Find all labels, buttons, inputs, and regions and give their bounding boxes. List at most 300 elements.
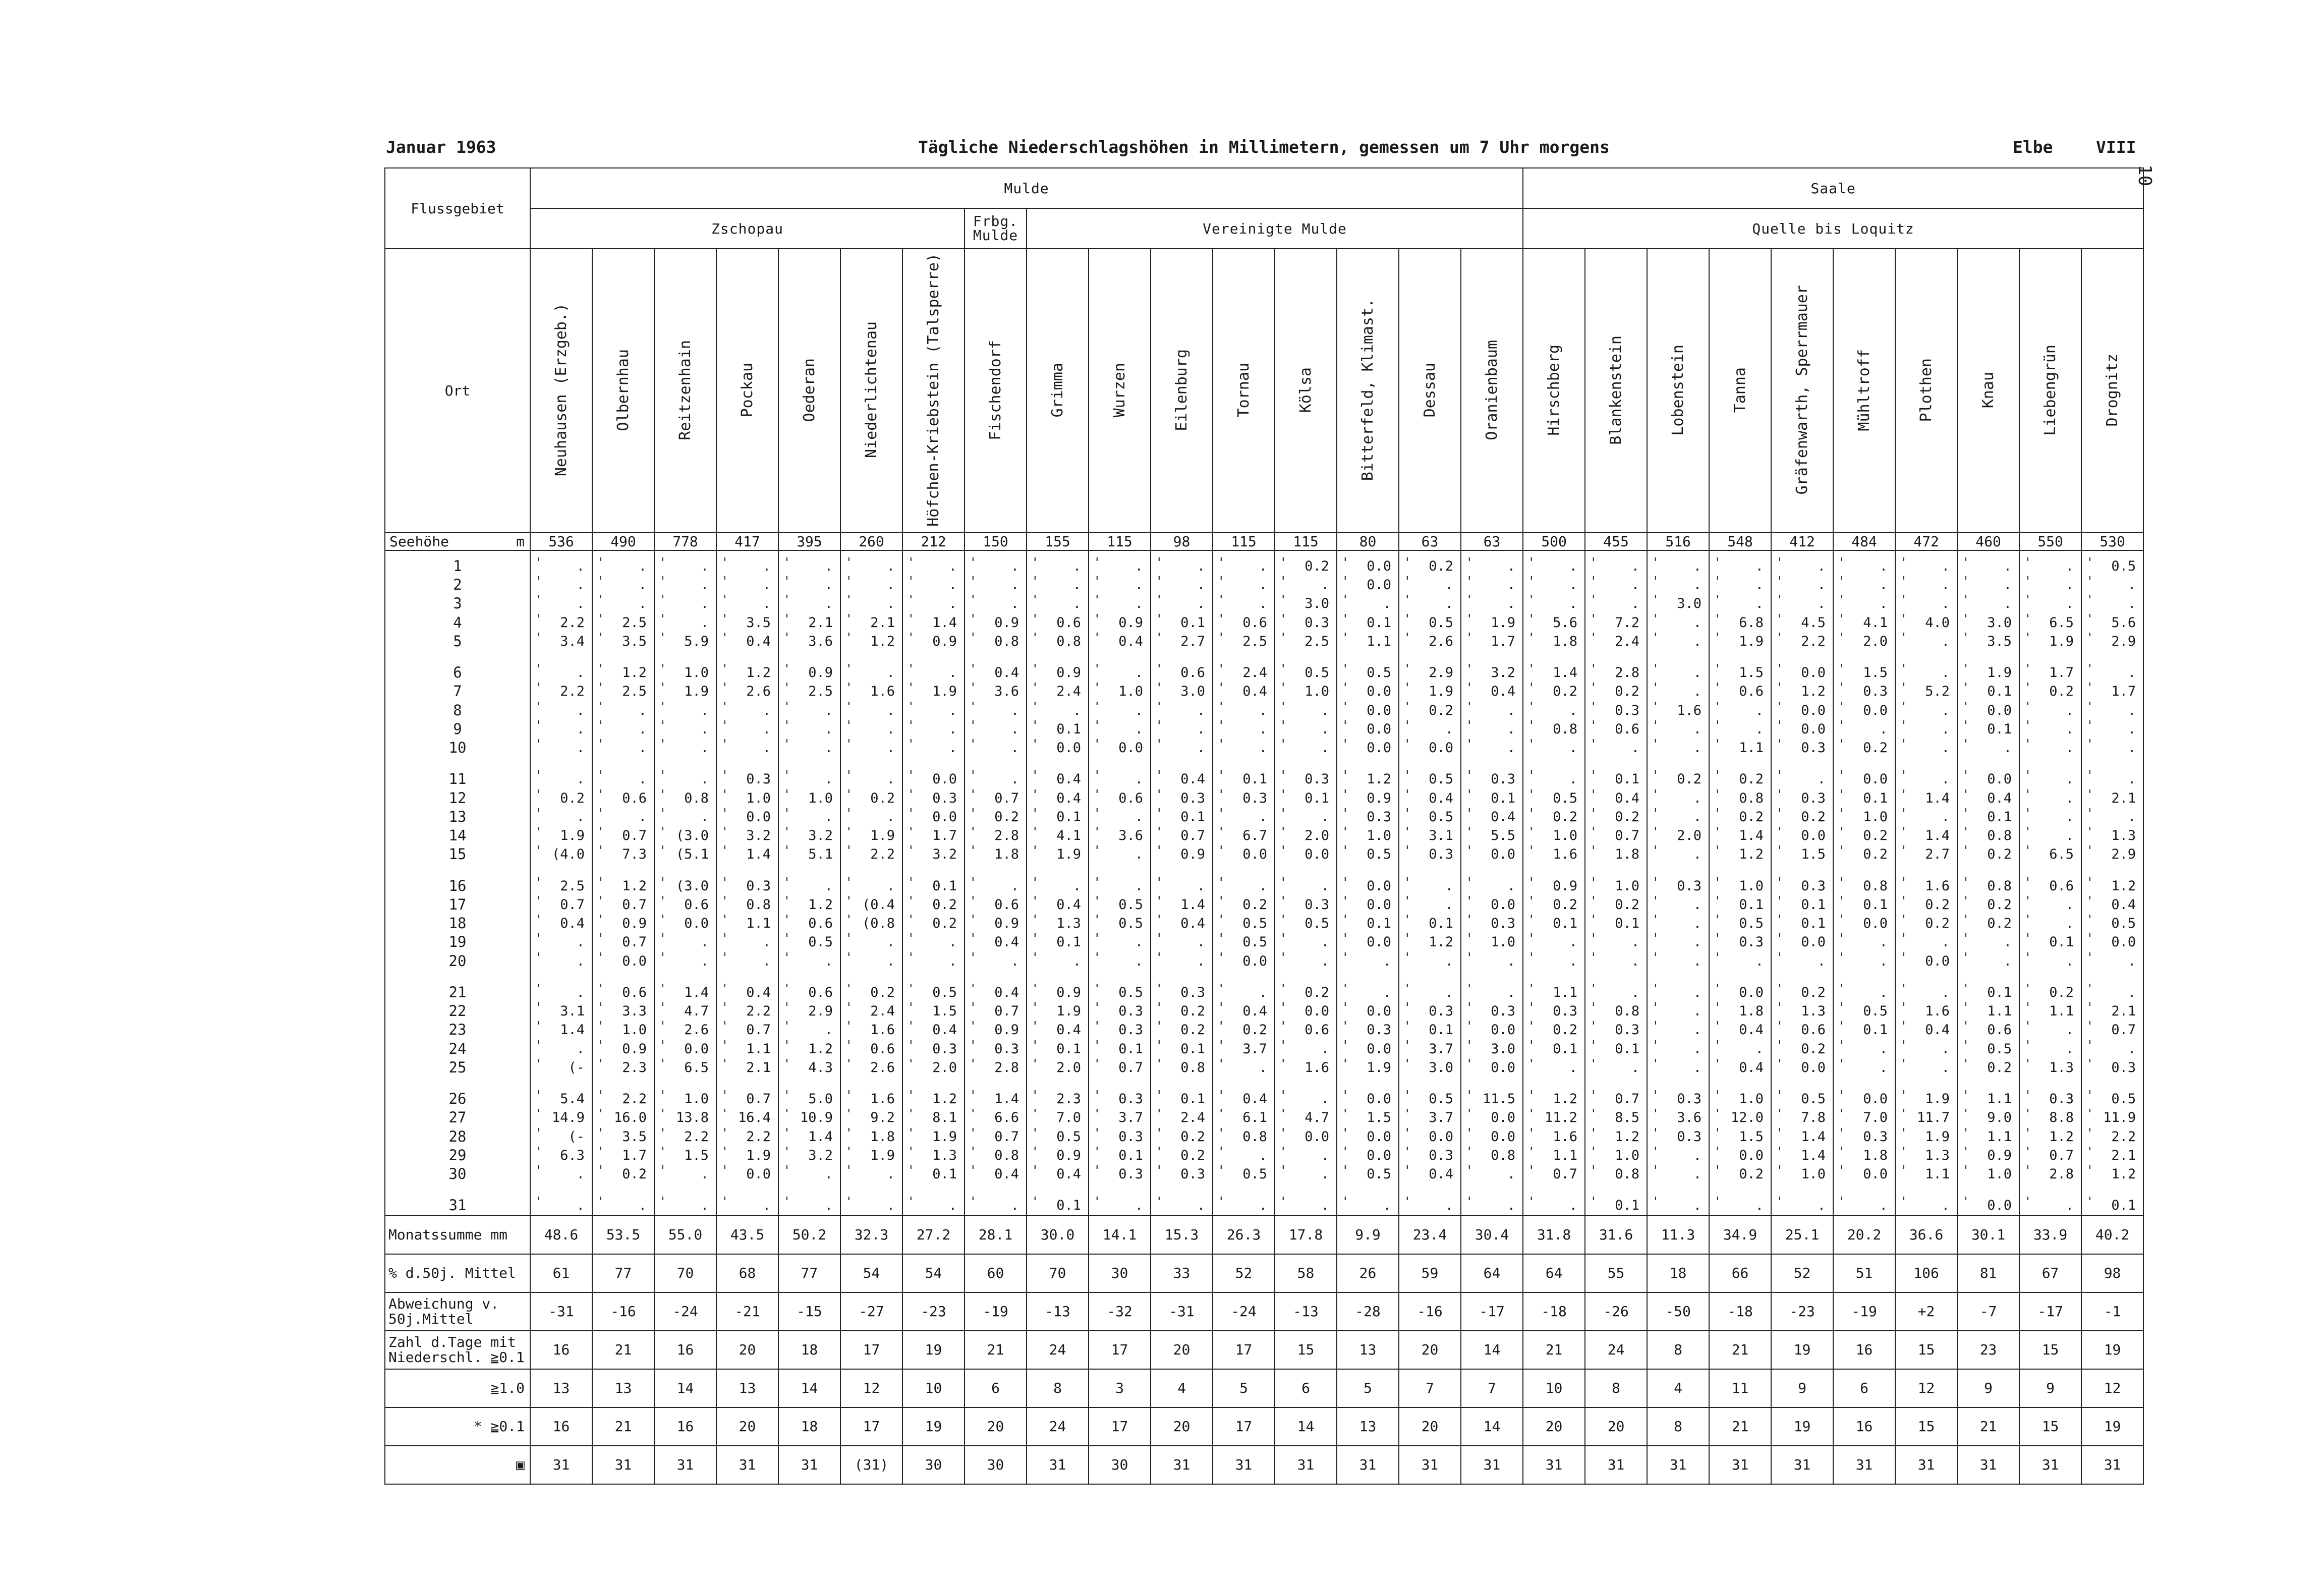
deviation-cell: -27 — [840, 1292, 902, 1331]
daily-value: ' . — [717, 739, 778, 757]
daily-value: ' 1.0 — [1461, 933, 1522, 951]
daily-value: ' 0.3 — [717, 770, 778, 788]
days-star-cell: 16 — [1833, 1407, 1895, 1446]
daily-value: ' 0.3 — [1151, 983, 1212, 1002]
daily-value: ' 0.5 — [2082, 914, 2143, 933]
days-star-cell: 20 — [1399, 1407, 1461, 1446]
deviation-cell: -13 — [1275, 1292, 1337, 1331]
subgroup-zschopau: Zschopau — [530, 208, 965, 249]
station-header-cell — [1461, 249, 1523, 533]
daily-value: ' . — [1958, 594, 2019, 613]
daily-value: ' . — [1648, 1165, 1709, 1183]
daily-value: ' 1.0 — [1710, 1090, 1771, 1108]
daily-value: ' 2.1 — [717, 1058, 778, 1077]
daily-value: ' . — [1772, 557, 1833, 576]
deviation-cell: +2 — [1895, 1292, 1957, 1331]
daily-value: ' . — [1585, 983, 1647, 1002]
daily-value: ' 0.5 — [1399, 1090, 1460, 1108]
daily-value: ' 3.7 — [1213, 1040, 1274, 1058]
station-elevation: 395 — [778, 533, 840, 550]
daily-value: ' 0.3 — [1213, 789, 1274, 808]
station-elevation: 98 — [1151, 533, 1213, 550]
daily-value: ' 3.7 — [1089, 1108, 1150, 1127]
daily-value: ' . — [841, 1196, 902, 1215]
days-box-cell: 31 — [1213, 1446, 1275, 1484]
station-name: Höfchen-Kriebstein (Talsperre) — [924, 253, 942, 527]
daily-value: ' . — [717, 952, 778, 971]
days-ge01-cell: 24 — [1585, 1331, 1647, 1369]
station-name: Wurzen — [1110, 362, 1128, 418]
daily-value: ' 0.4 — [965, 983, 1026, 1002]
daily-value: ' 0.2 — [1399, 557, 1460, 576]
daily-value: ' 0.0 — [1772, 1058, 1833, 1077]
daily-value: ' 0.2 — [531, 789, 592, 808]
daily-value: ' . — [779, 701, 840, 720]
daily-value: ' 0.3 — [1461, 770, 1522, 788]
day-number: 3 — [453, 595, 462, 612]
days-ge10-cell: 10 — [1523, 1369, 1585, 1407]
daily-value: ' 0.3 — [1834, 682, 1895, 701]
daily-value: ' 0.4 — [1585, 789, 1647, 808]
daily-value: ' 1.3 — [903, 1146, 964, 1165]
pct-mean-cell: 64 — [1523, 1254, 1585, 1292]
daily-value: ' 1.7 — [2082, 682, 2143, 701]
daily-value: ' 0.0 — [655, 1040, 716, 1058]
daily-value: ' 1.0 — [1523, 826, 1584, 845]
daily-value: ' 0.5 — [1337, 845, 1398, 864]
daily-value: ' (0.8 — [841, 914, 902, 933]
daily-value: ' 2.6 — [1399, 632, 1460, 651]
station-elevation: 412 — [1771, 533, 1833, 550]
daily-value: ' 0.3 — [1772, 739, 1833, 757]
daily-value: ' 0.8 — [1710, 789, 1771, 808]
daily-value: ' 1.6 — [1896, 1002, 1957, 1021]
daily-value: ' 5.6 — [1523, 613, 1584, 632]
daily-value: ' . — [1089, 576, 1150, 594]
daily-value: ' 0.1 — [1027, 933, 1088, 951]
days-box-cell: 31 — [1027, 1446, 1089, 1484]
daily-value: ' (3.0 — [655, 877, 716, 895]
daily-value: ' . — [2020, 701, 2081, 720]
station-name: Drognitz — [2103, 353, 2121, 427]
daily-value: ' 0.4 — [1151, 770, 1212, 788]
daily-value: ' 6.5 — [2020, 613, 2081, 632]
daily-value: ' 2.9 — [2082, 632, 2143, 651]
daily-value: ' . — [1089, 952, 1150, 971]
daily-value: ' 2.2 — [2082, 1127, 2143, 1146]
days-star-cell: 20 — [1585, 1407, 1647, 1446]
monthly-sum-cell: 28.1 — [965, 1216, 1027, 1254]
daily-value: ' . — [1585, 576, 1647, 594]
daily-value: ' . — [1461, 720, 1522, 739]
days-star-cell: 20 — [965, 1407, 1027, 1446]
daily-value: ' 0.2 — [1710, 808, 1771, 826]
daily-value: ' 1.9 — [1710, 632, 1771, 651]
daily-value: ' 0.1 — [1585, 1196, 1647, 1215]
station-daily-column — [1771, 550, 1833, 1216]
daily-value: ' 0.0 — [1896, 952, 1957, 971]
deviation-cell: -32 — [1089, 1292, 1151, 1331]
daily-value: ' . — [1275, 1146, 1336, 1165]
daily-value: ' . — [1213, 1058, 1274, 1077]
daily-value: ' . — [841, 1165, 902, 1183]
daily-value: ' 2.0 — [1648, 826, 1709, 845]
daily-value: ' 7.2 — [1585, 613, 1647, 632]
pct-mean-cell: 26 — [1337, 1254, 1399, 1292]
day-number-column — [385, 550, 530, 1216]
daily-value: ' 1.4 — [1523, 663, 1584, 682]
daily-value: ' 1.1 — [1958, 1090, 2019, 1108]
daily-value: ' . — [1027, 952, 1088, 971]
station-elevation: 455 — [1585, 533, 1647, 550]
daily-value: ' 0.6 — [841, 1040, 902, 1058]
daily-value: ' 6.5 — [655, 1058, 716, 1077]
daily-value: ' . — [2020, 952, 2081, 971]
daily-value: ' 0.7 — [2020, 1146, 2081, 1165]
daily-value: ' . — [655, 701, 716, 720]
daily-value: ' . — [779, 1196, 840, 1215]
pct-mean-cell: 68 — [716, 1254, 778, 1292]
daily-value: ' 0.0 — [1337, 739, 1398, 757]
daily-value: ' 1.2 — [841, 632, 902, 651]
daily-value: ' 1.3 — [1896, 1146, 1957, 1165]
station-header-cell — [654, 249, 716, 533]
days-ge10-cell: 4 — [1647, 1369, 1709, 1407]
daily-value: ' . — [1648, 952, 1709, 971]
daily-value: ' . — [1275, 1165, 1336, 1183]
days-ge01-cell: 15 — [2019, 1331, 2081, 1369]
daily-value: ' 1.1 — [1337, 632, 1398, 651]
daily-value: ' 2.0 — [903, 1058, 964, 1077]
daily-value: ' 0.1 — [1399, 914, 1460, 933]
daily-value: ' . — [1648, 632, 1709, 651]
days-box-cell: 31 — [1585, 1446, 1647, 1484]
station-elevation: 484 — [1833, 533, 1895, 550]
daily-value: ' . — [531, 1196, 592, 1215]
daily-value: ' . — [1523, 1196, 1584, 1215]
daily-value: ' 0.7 — [965, 789, 1026, 808]
station-elevation: 63 — [1399, 533, 1461, 550]
pct-mean-cell: 59 — [1399, 1254, 1461, 1292]
days-ge10-cell: 9 — [2019, 1369, 2081, 1407]
seehoehe-label — [385, 533, 530, 550]
day-group-gap — [385, 1077, 530, 1090]
daily-value: ' 0.4 — [1399, 789, 1460, 808]
daily-value: ' . — [1896, 739, 1957, 757]
station-name: Niederlichtenau — [862, 321, 880, 459]
daily-value: ' 0.0 — [1710, 983, 1771, 1002]
daily-value: ' . — [1399, 576, 1460, 594]
pct-mean-cell: 33 — [1151, 1254, 1213, 1292]
station-header-cell — [592, 249, 654, 533]
daily-value: ' 0.2 — [1523, 1021, 1584, 1039]
daily-value: ' . — [903, 594, 964, 613]
daily-value: ' 0.8 — [1461, 1146, 1522, 1165]
daily-value: ' 3.0 — [1958, 613, 2019, 632]
daily-value: ' 1.2 — [1337, 770, 1398, 788]
daily-value: ' 2.4 — [1585, 632, 1647, 651]
daily-value: ' . — [655, 739, 716, 757]
daily-value: ' 1.4 — [531, 1021, 592, 1039]
daily-value: ' 1.1 — [1523, 1146, 1584, 1165]
daily-value: ' 0.1 — [1151, 1040, 1212, 1058]
days-box-cell: 31 — [778, 1446, 840, 1484]
daily-value: ' 1.1 — [1958, 1127, 2019, 1146]
station-daily-column — [1461, 550, 1523, 1216]
daily-value: ' . — [1089, 808, 1150, 826]
daily-value: ' 0.1 — [1772, 914, 1833, 933]
daily-value: ' . — [1523, 952, 1584, 971]
days-box-cell: 30 — [1089, 1446, 1151, 1484]
daily-value: ' 1.0 — [593, 1021, 654, 1039]
daily-value: ' (- — [531, 1127, 592, 1146]
days-box-cell: 31 — [2081, 1446, 2143, 1484]
station-header-cell — [1771, 249, 1833, 533]
daily-value: ' 0.1 — [2020, 933, 2081, 951]
daily-value: ' 0.7 — [1585, 1090, 1647, 1108]
day-number: 27 — [448, 1109, 467, 1126]
daily-value: ' . — [531, 594, 592, 613]
daily-value: ' 1.7 — [2020, 663, 2081, 682]
daily-value: ' 0.5 — [1275, 914, 1336, 933]
pct-mean-cell: 64 — [1461, 1254, 1523, 1292]
day-number: 17 — [448, 895, 467, 913]
daily-value: ' 8.8 — [2020, 1108, 2081, 1127]
daily-value: ' . — [531, 720, 592, 739]
pct-mean-cell: 54 — [840, 1254, 902, 1292]
daily-value: ' 0.0 — [1834, 1090, 1895, 1108]
daily-value: ' 0.2 — [1958, 914, 2019, 933]
daily-value: ' . — [531, 983, 592, 1002]
station-daily-column — [778, 550, 840, 1216]
station-name: Reitzenhain — [676, 340, 694, 440]
monthly-sum-cell: 40.2 — [2081, 1216, 2143, 1254]
daily-value: ' (0.4 — [841, 895, 902, 914]
daily-value: ' . — [593, 1196, 654, 1215]
daily-value: ' 0.0 — [1027, 739, 1088, 757]
daily-value: ' . — [1213, 808, 1274, 826]
deviation-cell: -1 — [2081, 1292, 2143, 1331]
daily-value: ' . — [1648, 789, 1709, 808]
daily-value: ' . — [1896, 720, 1957, 739]
days-ge01-cell: 21 — [965, 1331, 1027, 1369]
daily-value: ' . — [1958, 952, 2019, 971]
daily-value: ' . — [779, 1021, 840, 1039]
daily-value: ' . — [1648, 1196, 1709, 1215]
daily-value: ' . — [531, 701, 592, 720]
daily-value: ' . — [1710, 952, 1771, 971]
daily-value: ' 0.2 — [2020, 682, 2081, 701]
daily-value: ' 0.3 — [1585, 1021, 1647, 1039]
station-daily-column — [2019, 550, 2081, 1216]
daily-value: ' 0.7 — [1089, 1058, 1150, 1077]
station-elevation: 260 — [840, 533, 902, 550]
daily-value: ' 0.0 — [1958, 770, 2019, 788]
daily-value: ' . — [2082, 663, 2143, 682]
daily-value: ' . — [1461, 557, 1522, 576]
daily-value: ' 0.4 — [1213, 1090, 1274, 1108]
sheet-month: Januar 1963 — [386, 137, 496, 157]
monthly-sum-cell: 20.2 — [1833, 1216, 1895, 1254]
daily-value: ' 0.5 — [1089, 895, 1150, 914]
ort-label: Ort — [385, 249, 530, 533]
daily-value: ' 6.3 — [531, 1146, 592, 1165]
daily-value: ' 0.0 — [1337, 1127, 1398, 1146]
daily-value: ' 1.3 — [1772, 1002, 1833, 1021]
daily-value: ' 1.7 — [903, 826, 964, 845]
monthly-sum-cell: 30.4 — [1461, 1216, 1523, 1254]
daily-value: ' 1.3 — [2082, 826, 2143, 845]
pct-mean-cell: 98 — [2081, 1254, 2143, 1292]
daily-value: ' 1.6 — [1523, 845, 1584, 864]
daily-value: ' . — [1648, 1058, 1709, 1077]
daily-value: ' 4.7 — [655, 1002, 716, 1021]
days-box-cell: 31 — [1709, 1446, 1771, 1484]
daily-value: ' 2.4 — [1213, 663, 1274, 682]
daily-value: ' 0.5 — [1089, 914, 1150, 933]
daily-value: ' 0.8 — [1027, 632, 1088, 651]
daily-value: ' 2.1 — [2082, 1002, 2143, 1021]
daily-value: ' . — [841, 808, 902, 826]
daily-value: ' 1.2 — [717, 663, 778, 682]
daily-value: ' 1.2 — [779, 895, 840, 914]
daily-value: ' 1.6 — [1523, 1127, 1584, 1146]
daily-value: ' 4.1 — [1834, 613, 1895, 632]
daily-value: ' . — [1648, 845, 1709, 864]
daily-value: ' . — [2082, 808, 2143, 826]
daily-value: ' 1.6 — [1275, 1058, 1336, 1077]
daily-value: ' . — [1710, 594, 1771, 613]
days-ge10-cell: 6 — [1833, 1369, 1895, 1407]
daily-value: ' 1.5 — [1337, 1108, 1398, 1127]
station-name: Tornau — [1234, 362, 1253, 418]
daily-value: ' 0.7 — [531, 895, 592, 914]
daily-value: ' 0.6 — [779, 983, 840, 1002]
daily-value: ' . — [593, 739, 654, 757]
station-header-cell — [2081, 249, 2143, 533]
daily-value: ' 0.3 — [1648, 1127, 1709, 1146]
station-header-cell — [778, 249, 840, 533]
daily-value: ' 1.6 — [841, 1021, 902, 1039]
daily-value: ' 0.2 — [1710, 770, 1771, 788]
daily-value: ' . — [1648, 682, 1709, 701]
monthly-sum-cell: 26.3 — [1213, 1216, 1275, 1254]
daily-value: ' 0.6 — [1275, 1021, 1336, 1039]
daily-value: ' 2.3 — [1027, 1090, 1088, 1108]
daily-value: ' . — [1275, 576, 1336, 594]
daily-value: ' 0.3 — [1089, 1002, 1150, 1021]
tage-box-label: ▣ — [385, 1446, 530, 1484]
daily-value: ' 1.4 — [779, 1127, 840, 1146]
day-number: 11 — [448, 770, 467, 788]
daily-value: ' 1.2 — [2082, 1165, 2143, 1183]
monthly-sum-cell: 14.1 — [1089, 1216, 1151, 1254]
daily-value: ' . — [593, 808, 654, 826]
daily-value: ' 16.4 — [717, 1108, 778, 1127]
days-box-cell: 31 — [1275, 1446, 1337, 1484]
daily-value: ' 2.0 — [1027, 1058, 1088, 1077]
station-elevation: 63 — [1461, 533, 1523, 550]
daily-value: ' . — [1399, 594, 1460, 613]
daily-value: ' 0.5 — [779, 933, 840, 951]
daily-value: ' . — [841, 877, 902, 895]
daily-value: ' 3.0 — [1461, 1040, 1522, 1058]
day-number: 26 — [448, 1090, 467, 1108]
daily-value: ' 1.2 — [1710, 845, 1771, 864]
daily-value: ' . — [965, 720, 1026, 739]
days-box-cell: 31 — [1399, 1446, 1461, 1484]
daily-value: ' . — [1896, 1058, 1957, 1077]
daily-value: ' . — [1523, 576, 1584, 594]
daily-value: ' 0.4 — [965, 663, 1026, 682]
daily-value: ' 0.2 — [841, 789, 902, 808]
monthly-sum-cell: 30.1 — [1957, 1216, 2019, 1254]
daily-value: ' 0.9 — [1027, 1146, 1088, 1165]
daily-value: ' . — [655, 613, 716, 632]
daily-value: ' 0.2 — [1399, 701, 1460, 720]
daily-value: ' 0.5 — [2082, 557, 2143, 576]
daily-value: ' 11.7 — [1896, 1108, 1957, 1127]
daily-value: ' 0.2 — [1523, 895, 1584, 914]
deviation-cell: -17 — [2019, 1292, 2081, 1331]
daily-value: ' 1.5 — [1710, 1127, 1771, 1146]
daily-value: ' 0.0 — [1772, 826, 1833, 845]
daily-value: ' . — [965, 594, 1026, 613]
daily-value: ' 1.9 — [841, 1146, 902, 1165]
daily-value: ' . — [1648, 895, 1709, 914]
pct-mean-cell: 106 — [1895, 1254, 1957, 1292]
daily-value: ' 0.9 — [593, 1040, 654, 1058]
daily-value: ' 0.9 — [1151, 845, 1212, 864]
daily-value: ' 6.1 — [1213, 1108, 1274, 1127]
daily-value: ' 0.1 — [1213, 770, 1274, 788]
daily-value: ' 0.5 — [1399, 808, 1460, 826]
station-name: Tanna — [1731, 367, 1749, 413]
station-daily-column — [592, 550, 654, 1216]
days-ge10-cell: 5 — [1213, 1369, 1275, 1407]
daily-value: ' . — [1772, 952, 1833, 971]
days-star-cell: 18 — [778, 1407, 840, 1446]
daily-value: ' 3.6 — [1648, 1108, 1709, 1127]
daily-value: ' . — [1896, 576, 1957, 594]
station-header-cell — [1523, 249, 1585, 533]
precipitation-table — [384, 167, 2144, 1485]
daily-value: ' . — [1089, 877, 1150, 895]
daily-value: ' . — [1275, 720, 1336, 739]
daily-value: ' . — [903, 739, 964, 757]
daily-value: ' . — [779, 557, 840, 576]
daily-value: ' 0.1 — [1958, 720, 2019, 739]
daily-value: ' 1.4 — [1151, 895, 1212, 914]
days-star-cell: 17 — [1089, 1407, 1151, 1446]
daily-value: ' 2.4 — [1027, 682, 1088, 701]
daily-value: ' 0.7 — [1585, 826, 1647, 845]
daily-value: ' 1.0 — [1772, 1165, 1833, 1183]
daily-value: ' 0.4 — [1461, 808, 1522, 826]
days-star-cell: 13 — [1337, 1407, 1399, 1446]
pct-mean-cell: 66 — [1709, 1254, 1771, 1292]
daily-value: ' 0.2 — [1151, 1127, 1212, 1146]
daily-value: ' 1.4 — [965, 1090, 1026, 1108]
daily-value: ' . — [1834, 720, 1895, 739]
daily-value: ' 1.0 — [779, 789, 840, 808]
daily-value: ' 0.1 — [903, 877, 964, 895]
daily-value: ' 0.1 — [1585, 770, 1647, 788]
daily-value: ' . — [1834, 576, 1895, 594]
deviation-cell: -26 — [1585, 1292, 1647, 1331]
daily-value: ' . — [1213, 594, 1274, 613]
daily-value: ' . — [655, 933, 716, 951]
